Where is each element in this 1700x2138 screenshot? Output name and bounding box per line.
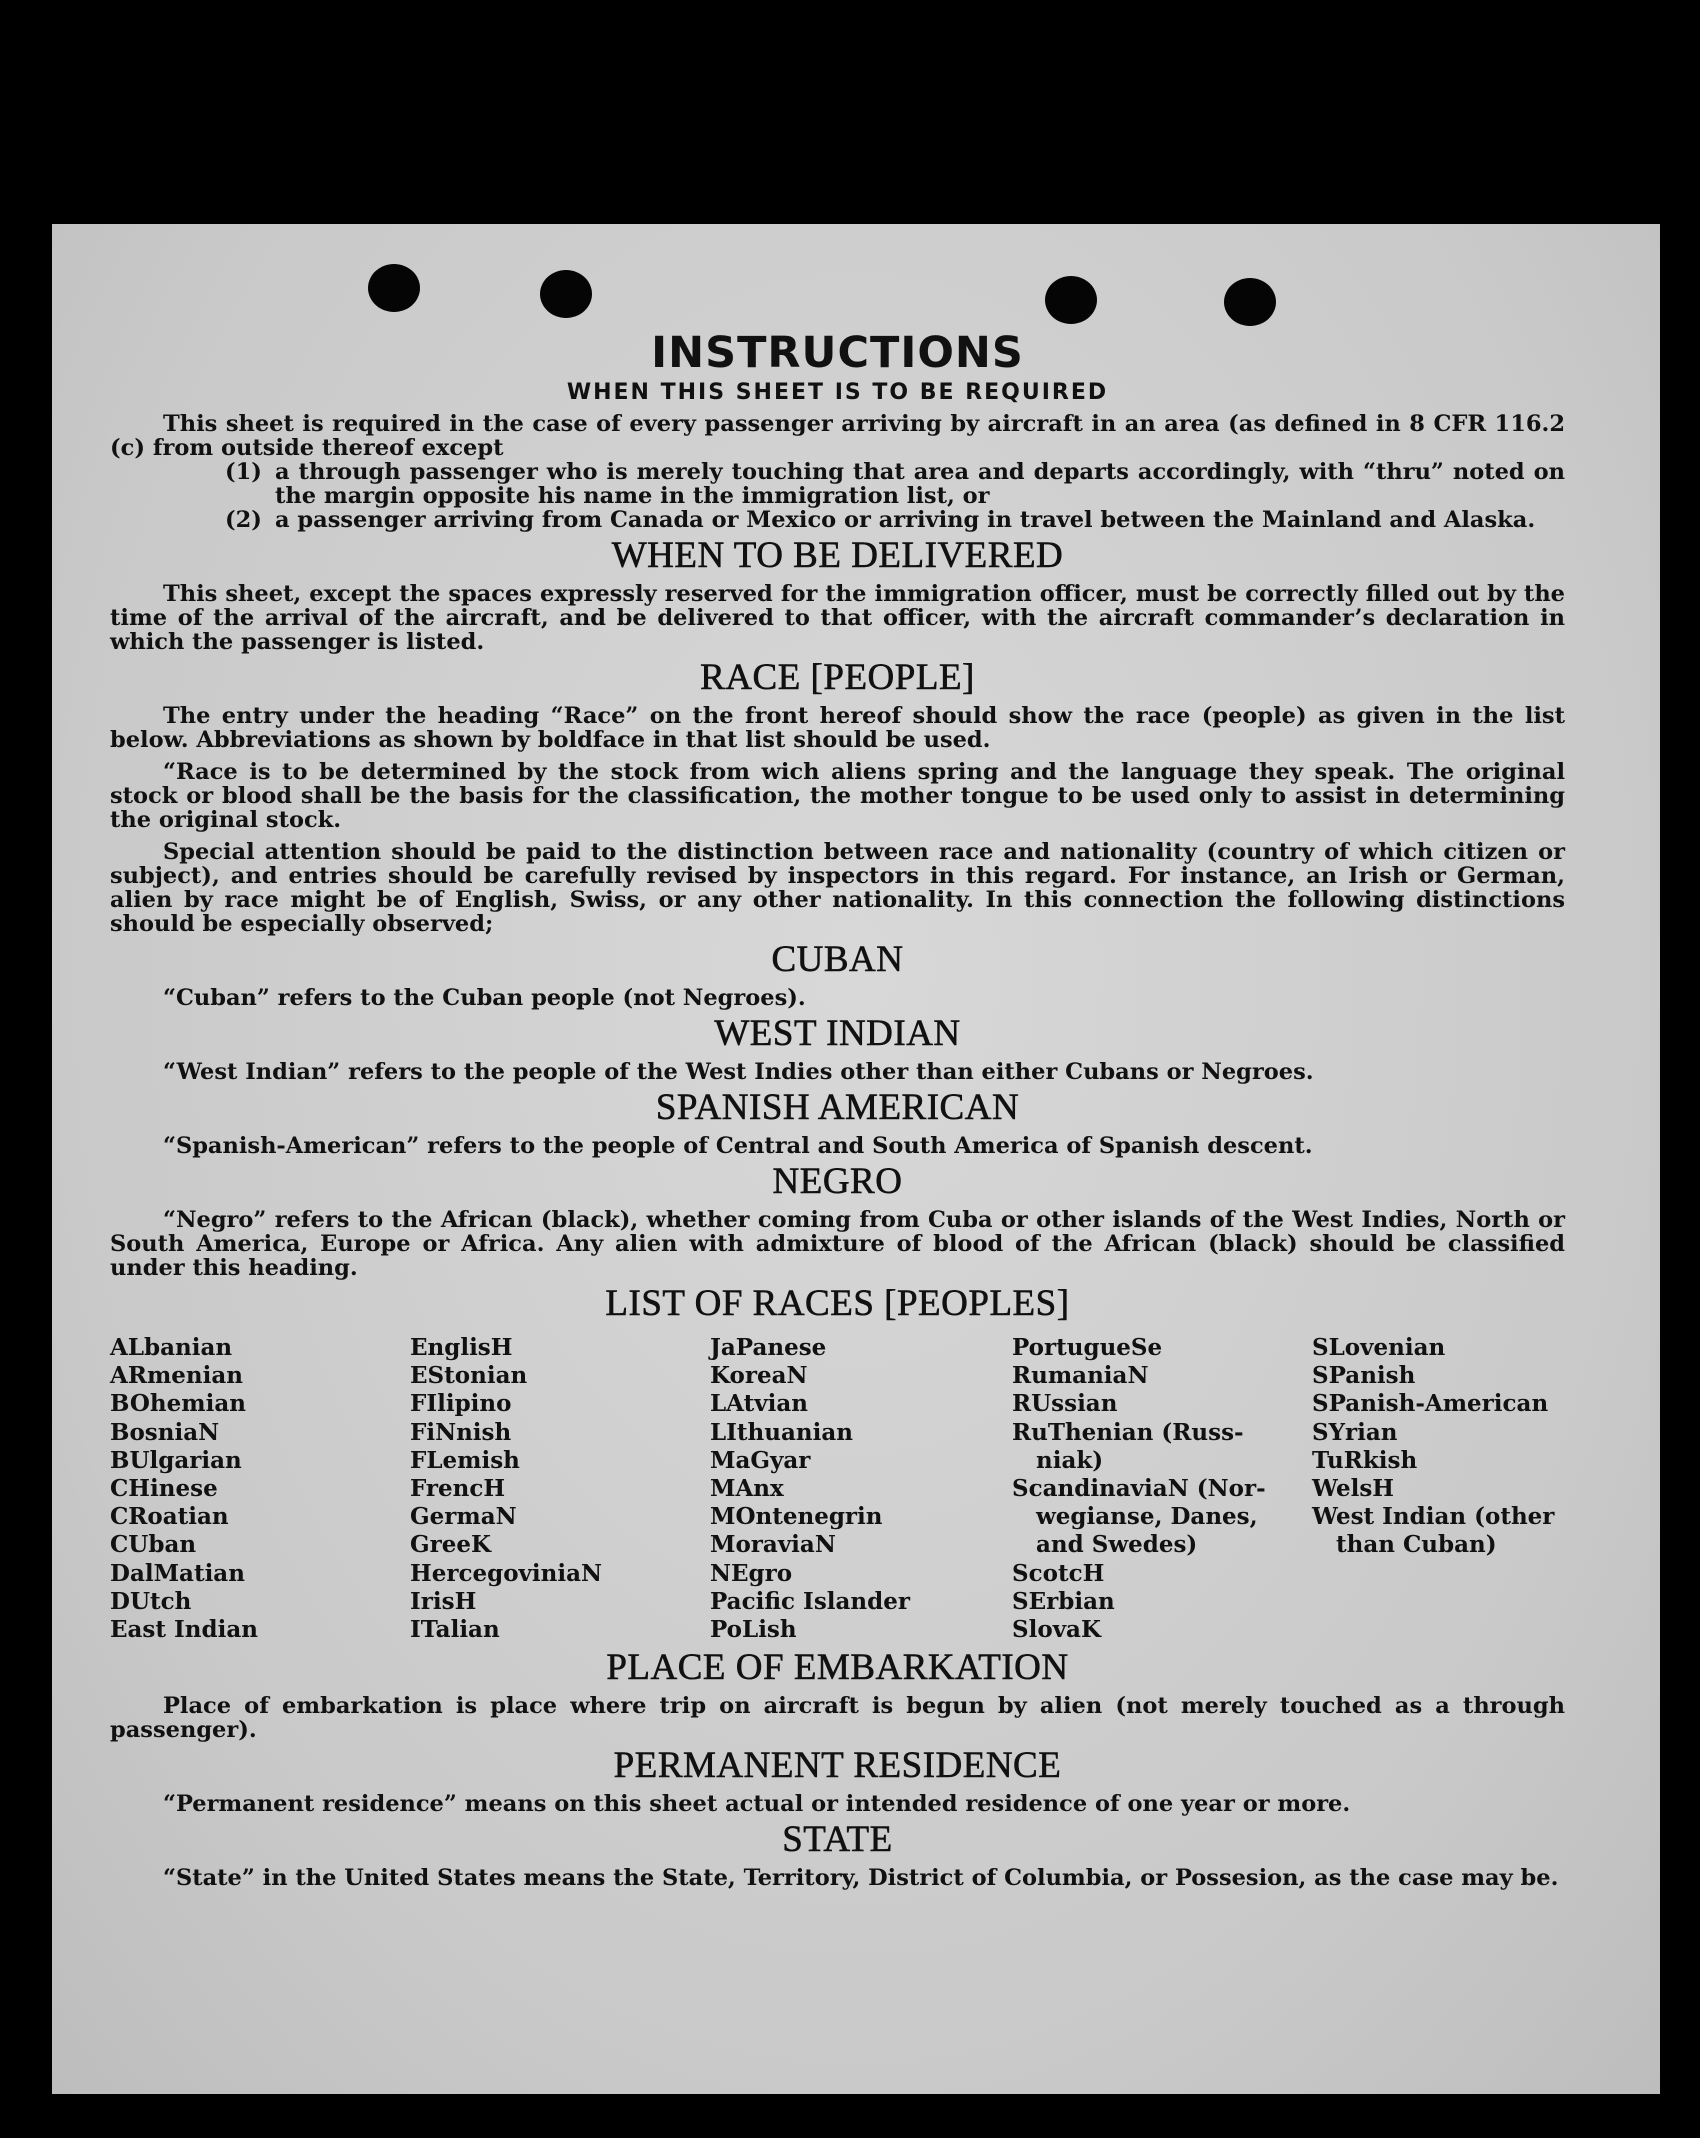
- race-entry-continued: and Swedes): [1036, 1531, 1198, 1559]
- races-column: [710, 1334, 1012, 1644]
- race-entry: SYrian: [1312, 1418, 1398, 1446]
- punch-hole: [368, 264, 420, 312]
- race-entry: SlovaK: [1012, 1616, 1101, 1644]
- race-entry: SPanish: [1312, 1362, 1416, 1390]
- race-entry: FrencH: [410, 1475, 506, 1503]
- race-entry: RUssian: [1012, 1390, 1118, 1418]
- instructions-content: [110, 328, 1565, 1890]
- race-entry: GermaN: [410, 1503, 517, 1531]
- race-entry: ARmenian: [110, 1362, 244, 1390]
- exception-text: a through passenger who is merely touching that area and departs accordingly, with “thru” noted on the margin opposite his name in the immigration list, or: [275, 459, 1565, 509]
- race-entry: MaGyar: [710, 1446, 811, 1474]
- section-heading-cuban: CUBAN: [771, 939, 904, 980]
- race-entry: ScandinaviaN (Nor-: [1012, 1475, 1266, 1503]
- race-entry: MoraviaN: [710, 1531, 836, 1559]
- negro-paragraph: “Negro” refers to the African (black), whether coming from Cuba or other islands of the West Indies, North or South America, Europe or Africa. Any alien with admixture of blood of the African (black) should be classified under this heading.: [110, 1207, 1565, 1281]
- section-heading-race: RACE [PEOPLE]: [700, 657, 975, 698]
- race-entry: FiNnish: [410, 1418, 512, 1446]
- race-entry: HercegoviniaN: [410, 1559, 603, 1587]
- race-entry: CRoatian: [110, 1503, 229, 1531]
- race-entry: RumaniaN: [1012, 1362, 1149, 1390]
- section-heading-negro: NEGRO: [772, 1161, 903, 1202]
- race-entry: MAnx: [710, 1475, 784, 1503]
- state-paragraph: “State” in the United States means the State, Territory, District of Columbia, or Possesion, as the case may be.: [163, 1865, 1559, 1892]
- punch-hole: [1224, 278, 1276, 326]
- race-entry: SLovenian: [1312, 1334, 1446, 1361]
- race-entry-continued: than Cuban): [1336, 1531, 1497, 1559]
- race-entry: Pacific Islander: [710, 1587, 910, 1615]
- punch-hole: [540, 270, 592, 318]
- races-column: [410, 1334, 710, 1644]
- race-entry-continued: niak): [1036, 1446, 1104, 1474]
- race-entry: CHinese: [110, 1475, 218, 1503]
- cuban-paragraph: “Cuban” refers to the Cuban people (not Negroes).: [163, 985, 806, 1011]
- race-entry: LIthuanian: [710, 1418, 853, 1446]
- embarkation-paragraph: Place of embarkation is place where trip on aircraft is begun by alien (not merely touched as a through passenger).: [110, 1693, 1565, 1744]
- race-entry: TuRkish: [1312, 1446, 1418, 1474]
- race-entry: CUban: [110, 1531, 197, 1559]
- residence-paragraph: “Permanent residence” means on this sheet actual or intended residence of one year or more.: [163, 1791, 1351, 1818]
- races-list: [110, 1334, 1565, 1644]
- race-entry: JaPanese: [710, 1334, 827, 1361]
- race-entry: FIlipino: [410, 1390, 512, 1418]
- section-heading-embarkation: PLACE OF EMBARKATION: [606, 1647, 1069, 1689]
- race-entry: ITalian: [410, 1616, 500, 1644]
- race-entry: ALbanian: [110, 1334, 233, 1361]
- race-entry: ScotcH: [1012, 1559, 1105, 1587]
- race-entry: RuThenian (Russ-: [1012, 1418, 1244, 1446]
- race-entry: LAtvian: [710, 1390, 808, 1418]
- race-entry: IrisH: [410, 1587, 477, 1615]
- race-entry: DalMatian: [110, 1559, 245, 1587]
- race-entry: PortugueSe: [1012, 1334, 1163, 1361]
- race-entry: SErbian: [1012, 1587, 1115, 1615]
- race-entry: DUtch: [110, 1587, 192, 1615]
- section-heading-spanish-american: SPANISH AMERICAN: [655, 1087, 1020, 1128]
- race-paragraph-1: The entry under the heading “Race” on the front hereof should show the race (people) as given in the list below. Abbreviations as shown by boldface in that list should be used.: [110, 703, 1565, 753]
- delivered-paragraph: This sheet, except the spaces expressly reserved for the immigration officer, must be correctly filled out by the time of the arrival of the aircraft, and be delivered to that officer, with the aircraft commander’s declaration in which the passenger is listed.: [110, 581, 1565, 655]
- section-heading-state: STATE: [782, 1819, 893, 1861]
- race-entry: East Indian: [110, 1616, 258, 1644]
- intro-paragraph: This sheet is required in the case of every passenger arriving by aircraft in an area (as defined in 8 CFR 116.2 (c) from outside thereof except: [110, 411, 1565, 461]
- west-indian-paragraph: “West Indian” refers to the people of the West Indies other than either Cubans or Negroes.: [163, 1059, 1314, 1085]
- race-entry: EnglisH: [410, 1334, 513, 1361]
- race-entry: EStonian: [410, 1362, 528, 1390]
- race-paragraph-3: Special attention should be paid to the distinction between race and nationality (country of which citizen or subject), and entries should be carefully revised by inspectors in this regard. For instance, an Irish or German, alien by race might be of English, Swiss, or any other nationality. In this connection the following distinctions should be especially observed;: [110, 839, 1565, 937]
- race-entry: BosniaN: [110, 1418, 220, 1446]
- exception-number: (2): [225, 507, 262, 533]
- page-subtitle: WHEN THIS SHEET IS TO BE REQUIRED: [566, 380, 1109, 405]
- races-column: [110, 1334, 410, 1644]
- section-heading-delivered: WHEN TO BE DELIVERED: [611, 535, 1064, 576]
- race-entry: BOhemian: [110, 1390, 246, 1418]
- race-entry: BUlgarian: [110, 1446, 242, 1474]
- race-entry-continued: wegianse, Danes,: [1036, 1503, 1258, 1531]
- race-paragraph-2: “Race is to be determined by the stock from wich aliens spring and the language they speak. The original stock or blood shall be the basis for the classification, the mother tongue to be used only to assist in determining the original stock.: [110, 759, 1565, 833]
- punch-hole: [1045, 276, 1097, 324]
- page-title: INSTRUCTIONS: [651, 328, 1024, 378]
- document-sheet: [52, 224, 1660, 2094]
- race-entry: West Indian (other: [1312, 1503, 1555, 1531]
- race-entry: KoreaN: [710, 1362, 808, 1390]
- race-entry: WelsH: [1312, 1475, 1395, 1503]
- race-entry: FLemish: [410, 1446, 520, 1474]
- section-heading-list-of-races: LIST OF RACES [PEOPLES]: [605, 1283, 1070, 1324]
- section-heading-west-indian: WEST INDIAN: [714, 1013, 961, 1054]
- exception-number: (1): [225, 459, 262, 485]
- race-entry: MOntenegrin: [710, 1503, 883, 1531]
- race-entry: NEgro: [710, 1559, 793, 1587]
- spanish-american-paragraph: “Spanish-American” refers to the people of Central and South America of Spanish descent.: [163, 1133, 1313, 1159]
- exception-item: [225, 460, 1565, 508]
- race-entry: SPanish-American: [1312, 1390, 1549, 1418]
- race-entry: GreeK: [410, 1531, 492, 1559]
- exception-text: a passenger arriving from Canada or Mexico or arriving in travel between the Mainland and Alaska.: [275, 507, 1536, 533]
- exception-item: [225, 508, 1565, 532]
- races-column: [1312, 1334, 1565, 1644]
- section-heading-residence: PERMANENT RESIDENCE: [613, 1745, 1062, 1787]
- race-entry: PoLish: [710, 1616, 797, 1644]
- races-column: [1012, 1334, 1312, 1644]
